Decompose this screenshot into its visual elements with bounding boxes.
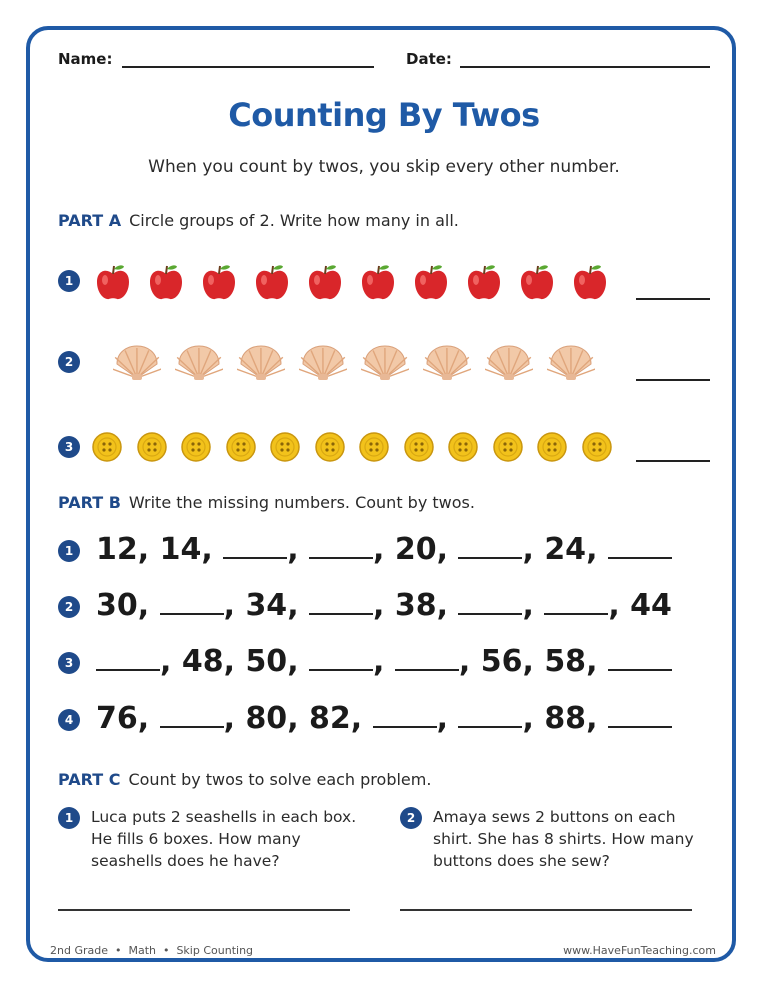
apple-icon: [252, 262, 292, 302]
seashell-icon: [547, 342, 595, 382]
apple-icon: [411, 262, 451, 302]
comma: ,: [373, 532, 395, 567]
page-title: Counting By Twos: [228, 96, 540, 134]
comma: ,: [223, 701, 246, 736]
part-a-answer-1[interactable]: [636, 298, 710, 300]
part-b-row-2-badge: 2: [58, 596, 80, 618]
missing-number-blank[interactable]: [458, 591, 522, 615]
sequence-number: 12: [96, 532, 138, 567]
button-icon: [269, 431, 301, 463]
footer-breadcrumb: 2nd Grade • Math • Skip Counting: [50, 944, 254, 957]
sequence-number: 44: [630, 588, 672, 623]
sequence-number: 20: [394, 532, 437, 567]
button-icon: [492, 431, 524, 463]
part-c-label: PART C: [58, 770, 121, 789]
part-c-answer-2[interactable]: [400, 909, 692, 911]
sequence-number: 48: [181, 644, 224, 679]
date-label: Date:: [406, 50, 452, 68]
part-a-heading: [58, 211, 459, 230]
missing-number-blank[interactable]: [458, 535, 522, 559]
apple-icon: [199, 262, 239, 302]
comma: ,: [522, 532, 545, 567]
button-icon: [136, 431, 168, 463]
seashell-icon: [113, 342, 161, 382]
missing-number-blank[interactable]: [608, 647, 672, 671]
sequence-row-2: [96, 588, 672, 623]
missing-number-blank[interactable]: [608, 704, 672, 728]
name-label: Name:: [58, 50, 113, 68]
apple-icon: [358, 262, 398, 302]
button-icon: [180, 431, 212, 463]
comma: ,: [223, 644, 246, 679]
missing-number-blank[interactable]: [223, 535, 287, 559]
apple-icon: [93, 262, 133, 302]
part-a-answer-3[interactable]: [636, 460, 710, 462]
comma: ,: [287, 644, 310, 679]
button-icon: [225, 431, 257, 463]
sequence-row-3: [96, 644, 672, 679]
missing-number-blank[interactable]: [160, 591, 224, 615]
part-c-problem-2: Amaya sews 2 buttons on each shirt. She has 8 shirts. How many buttons does she sew?: [433, 808, 694, 870]
comma: ,: [373, 644, 395, 679]
comma: ,: [586, 532, 608, 567]
part-b-label: PART B: [58, 493, 121, 512]
date-field[interactable]: [460, 66, 710, 68]
seashell-icon: [175, 342, 223, 382]
part-c-problem-1-badge: 1: [58, 807, 80, 829]
part-c-answer-1[interactable]: [58, 909, 350, 911]
sequence-number: 34: [245, 588, 288, 623]
comma: ,: [350, 701, 373, 736]
button-icon: [581, 431, 613, 463]
sequence-number: 38: [394, 588, 437, 623]
comma: ,: [160, 644, 182, 679]
sequence-number: 14: [159, 532, 202, 567]
button-icon: [536, 431, 568, 463]
seashell-icon: [423, 342, 471, 382]
footer-website: www.HaveFunTeaching.com: [563, 944, 716, 957]
sequence-row-4: [96, 701, 672, 736]
comma: ,: [608, 588, 631, 623]
comma: ,: [436, 701, 459, 736]
sequence-number: 76: [96, 701, 138, 736]
seashell-icon: [237, 342, 285, 382]
part-a-answer-2[interactable]: [636, 379, 710, 381]
comma: ,: [522, 701, 545, 736]
part-a-instruction: Circle groups of 2. Write how many in all.: [129, 211, 459, 230]
sequence-number: 30: [96, 588, 138, 623]
part-b-instruction: Write the missing numbers. Count by twos.: [128, 493, 475, 512]
comma: ,: [586, 701, 608, 736]
seashell-icon: [299, 342, 347, 382]
comma: ,: [458, 644, 481, 679]
sequence-number: 56: [480, 644, 523, 679]
missing-number-blank[interactable]: [373, 704, 437, 728]
comma: ,: [287, 588, 310, 623]
sequence-number: 88: [544, 701, 587, 736]
comma: ,: [137, 701, 160, 736]
name-field[interactable]: [122, 66, 374, 68]
sequence-number: 58: [544, 644, 587, 679]
missing-number-blank[interactable]: [309, 647, 373, 671]
missing-number-blank[interactable]: [608, 535, 672, 559]
part-b-row-4-badge: 4: [58, 709, 80, 731]
part-b-row-1-badge: 1: [58, 540, 80, 562]
apple-icon: [464, 262, 504, 302]
comma: ,: [522, 644, 545, 679]
part-a-row-3-badge: 3: [58, 436, 80, 458]
part-a-label: PART A: [58, 211, 122, 230]
part-c-problem-1: Luca puts 2 seashells in each box. He fills 6 boxes. How many seashells does he have?: [91, 808, 357, 870]
missing-number-blank[interactable]: [544, 591, 608, 615]
comma: ,: [223, 588, 246, 623]
comma: ,: [586, 644, 608, 679]
comma: ,: [522, 588, 545, 623]
button-icon: [358, 431, 390, 463]
part-a-row-2-badge: 2: [58, 351, 80, 373]
comma: ,: [373, 588, 395, 623]
sequence-number: 80: [245, 701, 288, 736]
button-icon: [447, 431, 479, 463]
button-icon: [403, 431, 435, 463]
comma: ,: [137, 588, 160, 623]
missing-number-blank[interactable]: [309, 591, 373, 615]
page-subtitle: When you count by twos, you skip every other number.: [148, 157, 620, 177]
button-icon: [314, 431, 346, 463]
apple-icon: [305, 262, 345, 302]
comma: ,: [201, 532, 224, 567]
comma: ,: [436, 532, 459, 567]
sequence-row-1: [96, 532, 672, 567]
part-c-heading: [58, 770, 431, 789]
sequence-number: 50: [245, 644, 288, 679]
apple-icon: [570, 262, 610, 302]
missing-number-blank[interactable]: [96, 647, 160, 671]
part-a-row-1-badge: 1: [58, 270, 80, 292]
part-c-instruction: Count by twos to solve each problem.: [128, 770, 432, 789]
apple-icon: [146, 262, 186, 302]
sequence-number: 24: [544, 532, 587, 567]
seashell-icon: [485, 342, 533, 382]
part-b-row-3-badge: 3: [58, 652, 80, 674]
comma: ,: [137, 532, 160, 567]
comma: ,: [287, 532, 310, 567]
apple-icon: [517, 262, 557, 302]
missing-number-blank[interactable]: [458, 704, 522, 728]
comma: ,: [436, 588, 459, 623]
missing-number-blank[interactable]: [395, 647, 459, 671]
missing-number-blank[interactable]: [309, 535, 373, 559]
part-c-problem-2-badge: 2: [400, 807, 422, 829]
missing-number-blank[interactable]: [160, 704, 224, 728]
part-b-heading: [58, 493, 475, 512]
comma: ,: [287, 701, 310, 736]
seashell-icon: [361, 342, 409, 382]
sequence-number: 82: [309, 701, 351, 736]
button-icon: [91, 431, 123, 463]
